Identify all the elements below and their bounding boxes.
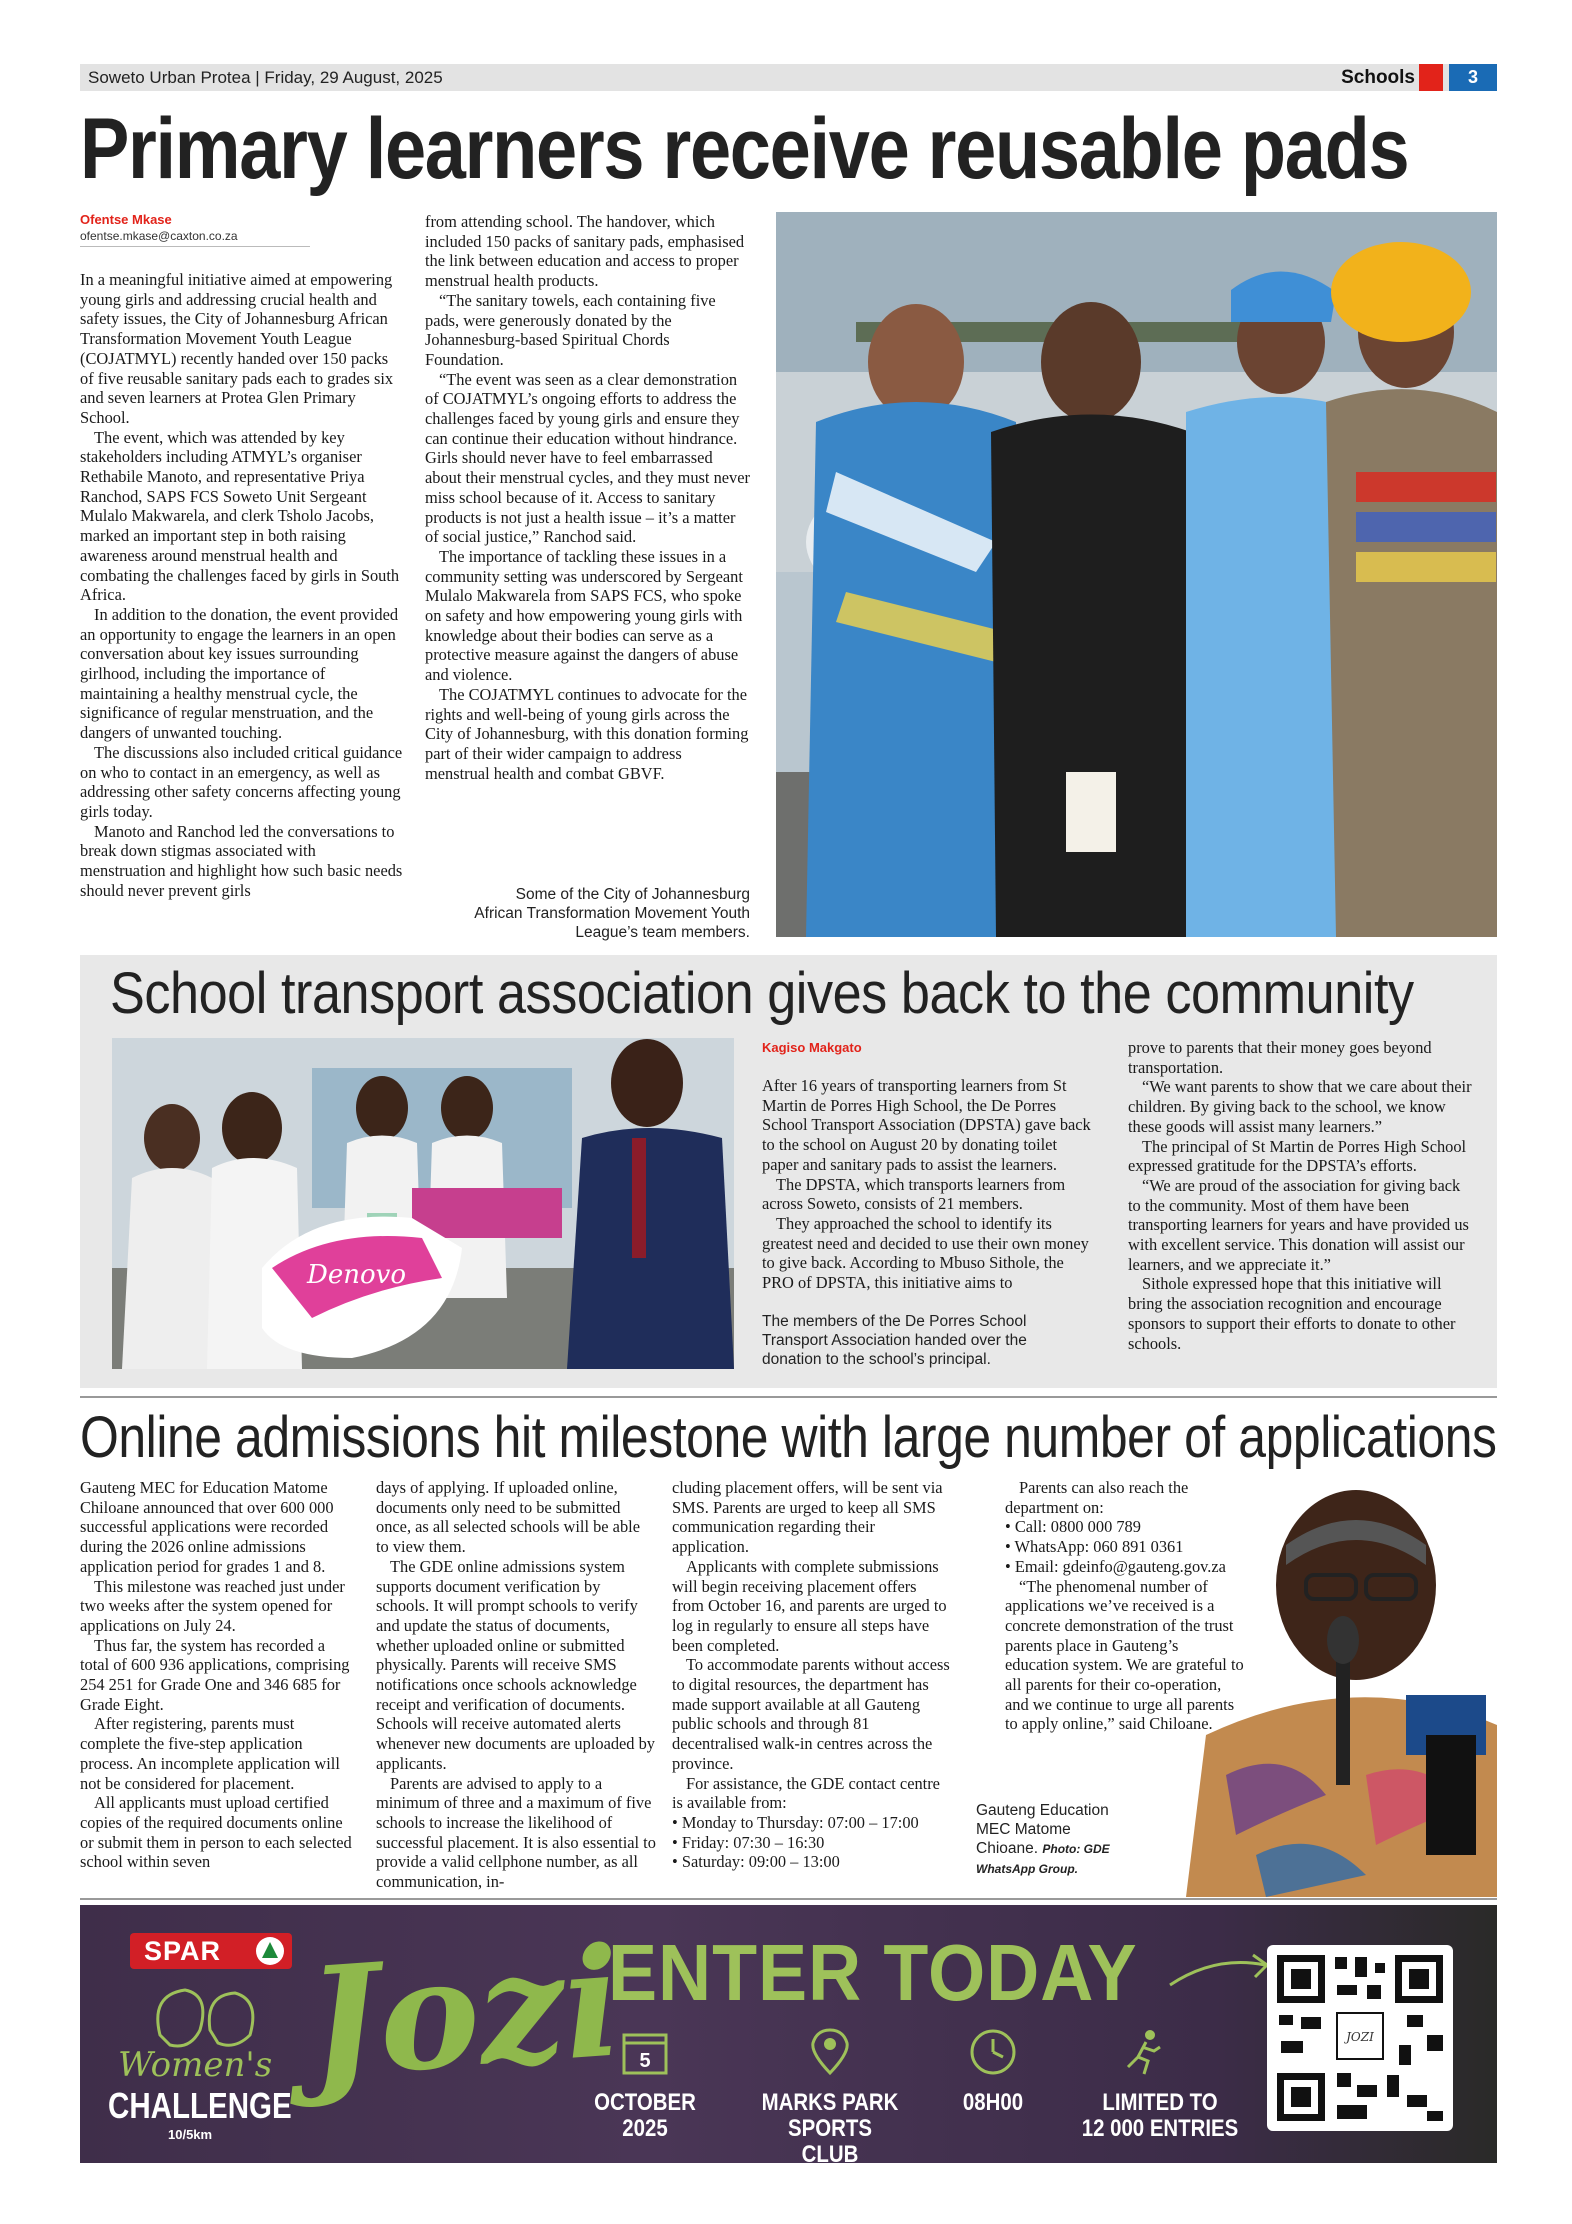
section-color-block [1419,64,1443,91]
story3-photo-caption [976,1801,1136,1879]
paragraph: “We are proud of the association for giving back to the community. Most of them have been transporting learners for years and have provided us with excellent service. This donation will assist our learners, and we appreciate it.” [1128,1175,1469,1274]
caption-text: Gauteng Education MEC Matome Chioane. [976,1802,1109,1857]
story2-donation-photo [112,1038,734,1369]
paragraph: In a meaningful initiative aimed at empowering young girls and addressing crucial health and safety issues, the City of Johannesburg African Transformation Movement Youth League (COJATMYL) recently handed over 150 packs of five reusable sanitary pads each to grades six and seven learners at Protea Glen Primary School. [80,270,394,427]
qr-code-pattern [1267,1945,1453,2131]
paragraph: All applicants must upload certified copies of the required documents online or submit them in person to each selected school within seven [80,1793,352,1872]
paragraph: “We want parents to show that we care about their children. By giving back to the school, we know these goods will assist many learners.” [1128,1077,1472,1136]
list-item: • Email: gdeinfo@gauteng.gov.za [1005,1556,1226,1576]
paragraph: The COJATMYL continues to advocate for the rights and well-being of young girls across the City of Johannesburg, with this donation forming part of their wider campaign to address menstrual health and combat GBVF. [425,684,749,783]
list-item: • Call: 0800 000 789 [1005,1517,1141,1537]
challenge-title: CHALLENGE [108,2085,292,2126]
list-item: • Saturday: 09:00 – 13:00 [672,1852,840,1872]
donation-photo-illustration [112,1038,734,1369]
event-capacity [1075,2090,1245,2142]
paragraph: The DPSTA, which transports learners from across Soweto, consists of 21 members. [762,1174,1066,1214]
event-venue-line1: MARKS PARK [761,2089,899,2116]
story3-headline: Online admissions hit milestone with large number of applications [80,1405,1497,1470]
list-item: • WhatsApp: 060 891 0361 [1005,1537,1184,1557]
spar-tree-icon [256,1937,284,1965]
paragraph: The event, which was attended by key stakeholders including ATMYL’s organiser Rethabile Manoto, and representative Priya Ranchod, SAPS FCS Soweto Unit Sergeant Mulalo Makwarela, and clerk Tsholo Jacobs, marked an important step in both raising awareness around menstrual health and combating the challenges faced by girls in South Africa. [80,427,400,605]
section-label: Schools [1341,67,1415,88]
story3-column-3 [672,1478,952,1872]
qr-code[interactable] [1267,1945,1453,2131]
paragraph: Manoto and Ranchod led the conversations to break down stigmas associated with menstruation and highlight how such basic needs should never prevent girls [80,821,403,900]
story2-photo-caption: The members of the De Porres School Transport Association handed over the donation to the school’s principal. [762,1313,1027,1368]
paragraph: The importance of tackling these issues in a community setting was underscored by Sergeant Mulalo Makwarela from SAPS FCS, who spoke on safety and how empowering young girls with knowledge about their bodies can serve as a protective measure against the dangers of abuse and violence. [425,546,743,685]
page-number: 3 [1449,64,1497,91]
paragraph: After registering, parents must complete the five-step application process. An incomplete application will not be considered for placement. [80,1714,340,1793]
story1-photo-caption: Some of the City of Johannesburg African Transformation Movement Youth League’s team members. [474,886,750,941]
denovo-pack-label: Denovo [307,1260,406,1290]
paragraph: Applicants with complete submissions will begin receiving placement offers from October 16, and parents are urged to log in regularly to ensure all steps have been completed. [672,1556,947,1655]
paragraph: Thus far, the system has recorded a total of 600 936 applications, comprising 254 251 for Grade One and 346 685 for Grade Eight. [80,1635,350,1714]
race-distance: 10/5km [168,2127,213,2142]
story1-column-1 [80,270,405,901]
contact-hours-list [672,1813,952,1872]
womens-script: Women's [118,2045,273,2085]
swoosh-arrow-icon [1165,1945,1275,1995]
calendar-icon [620,2027,670,2077]
paragraph: “The phenomenal number of applications we’ve received is a concrete demonstration of the trust parents place in Gauteng’s education system. We are grateful to all parents for their co-operation, and we continue to urge all parents to apply online,” said Chiloane. [1005,1576,1244,1734]
paragraph: This milestone was reached just under two weeks after the system opened for applications on July 24. [80,1576,345,1635]
event-date [594,2090,696,2142]
event-time-line1: 08H00 [962,2089,1024,2116]
story1-headline: Primary learners receive reusable pads [80,101,1409,197]
paragraph: from attending school. The handover, which included 150 packs of sanitary pads, emphasised the link between education and access to proper menstrual health products. [425,212,745,291]
location-pin-icon [805,2027,855,2077]
paragraph: After 16 years of transporting learners from St Martin de Porres High School, the De Porres School Transport Association (DPSTA) gave back to the school on August 20 by donating toilet paper and sanitary pads to assist the learners. [762,1076,1091,1174]
page-header [80,64,1497,91]
qr-center-caption: JOZI [1346,2030,1374,2044]
event-capacity-line1: LIMITED TO [1102,2089,1218,2116]
faces-logo-icon [140,1975,270,2055]
paragraph: Parents can also reach the department on: [1005,1478,1189,1517]
paragraph: prove to parents that their money goes beyond transportation. [1128,1038,1432,1077]
clock-icon [968,2027,1018,2077]
event-time [946,2090,1040,2116]
event-date-line1: OCTOBER [594,2089,696,2116]
event-date-line2: 2025 [622,2115,668,2142]
byline-rule [80,246,310,247]
paragraph: In addition to the donation, the event provided an opportunity to engage the learners in an open conversation about key issues surrounding girlhood, including the importance of maintaining a healthy menstrual cycle, the significance of regular menstruation, and the dangers of unwanted touching. [80,604,399,743]
story2-column-1 [762,1076,1092,1293]
contact-list [1005,1517,1245,1576]
paragraph: Gauteng MEC for Education Matome Chiloane announced that over 600 000 successful applications were recorded during the 2026 online admissions application period for grades 1 and 8. [80,1478,334,1576]
paragraph: The GDE online admissions system supports document verification by schools. It will prompt schools to verify and update the status of documents, whether uploaded online or submitted physically. Parents will receive SMS notifications once schools acknowledge receipt and verification of documents. Schools will receive automated alerts whenever new documents are uploaded by applicants. [376,1556,655,1773]
story3-column-4 [1005,1478,1245,1734]
story2-headline: School transport association gives back to the community [110,961,1414,1026]
event-venue [758,2090,903,2163]
runner-icon [1118,2027,1168,2077]
story3-column-1 [80,1478,357,1872]
event-venue-line2: SPORTS CLUB [788,2115,872,2163]
story1-column-2 [425,212,750,783]
paragraph: Sithole expressed hope that this initiative will bring the association recognition and encourage sponsors to support their efforts to donate to other schools. [1128,1274,1456,1353]
spar-womens-challenge-ad[interactable] [80,1905,1497,2163]
paragraph: Parents are advised to apply to a minimum of three and a maximum of five schools to increase the likelihood of successful placement. It is also essential to provide a valid cellphone number, as all communication, in- [376,1773,656,1892]
paragraph: “The event was seen as a clear demonstration of COJATMYL’s ongoing efforts to address the challenges faced by young girls and ensure they can continue their education without hindrance. Girls should never have to feel embarrassed about their menstrual cycles, and they must never miss school because of it. Access to sanitary products is not just a health issue – it’s a matter of social justice,” Ranchod said. [425,369,750,547]
story1-author-email: ofentse.mkase@caxton.co.za [80,229,238,243]
section-divider [80,1396,1497,1398]
spar-wordmark: SPAR [144,1936,222,1966]
enter-today-cta[interactable]: ENTER TODAY [608,1928,1138,2017]
jozi-script: Jozi [302,1914,627,2112]
section-divider [80,1898,1497,1900]
story2-column-2 [1128,1038,1474,1353]
paragraph: The principal of St Martin de Porres High School expressed gratitude for the DPSTA’s efforts. [1128,1136,1467,1176]
list-item: • Friday: 07:30 – 16:30 [672,1832,825,1852]
publication-dateline: Soweto Urban Protea | Friday, 29 August, 2025 [88,68,443,87]
paragraph: To accommodate parents without access to digital resources, the department has made support available at all Gauteng public schools and through 81 decentralised walk-in centres across the province. [672,1655,950,1773]
paragraph: They approached the school to identify its greatest need and decided to use their own money to give back. According to Mbuso Sithole, the PRO of DPSTA, this initiative aims to [762,1213,1089,1293]
paragraph: “The sanitary towels, each containing five pads, were generously donated by the Johannesburg-based Spiritual Chords Foundation. [425,290,716,369]
story3-column-2 [376,1478,656,1892]
calendar-day: 5 [639,2050,651,2072]
story1-author: Ofentse Mkase [80,212,172,227]
list-item: • Monday to Thursday: 07:00 – 17:00 [672,1812,919,1832]
photo-credit: Photo: GDE WhatsApp Group. [976,1842,1110,1876]
event-capacity-line2: 12 000 ENTRIES [1081,2115,1239,2142]
paragraph: The discussions also included critical guidance on who to contact in an emergency, as well as addressing other safety concerns affecting young girls today. [80,742,403,821]
paragraph: cluding placement offers, will be sent via SMS. Parents are urged to keep all SMS communication regarding their application. [672,1478,943,1557]
story2-author: Kagiso Makgato [762,1040,862,1055]
story1-group-photo [776,212,1497,937]
paragraph: days of applying. If uploaded online, documents only need to be submitted once, as all selected schools will be able to view them. [376,1478,640,1557]
spar-logo [130,1933,292,1969]
paragraph: For assistance, the GDE contact centre is available from: [672,1773,940,1813]
group-photo-illustration [776,212,1497,937]
